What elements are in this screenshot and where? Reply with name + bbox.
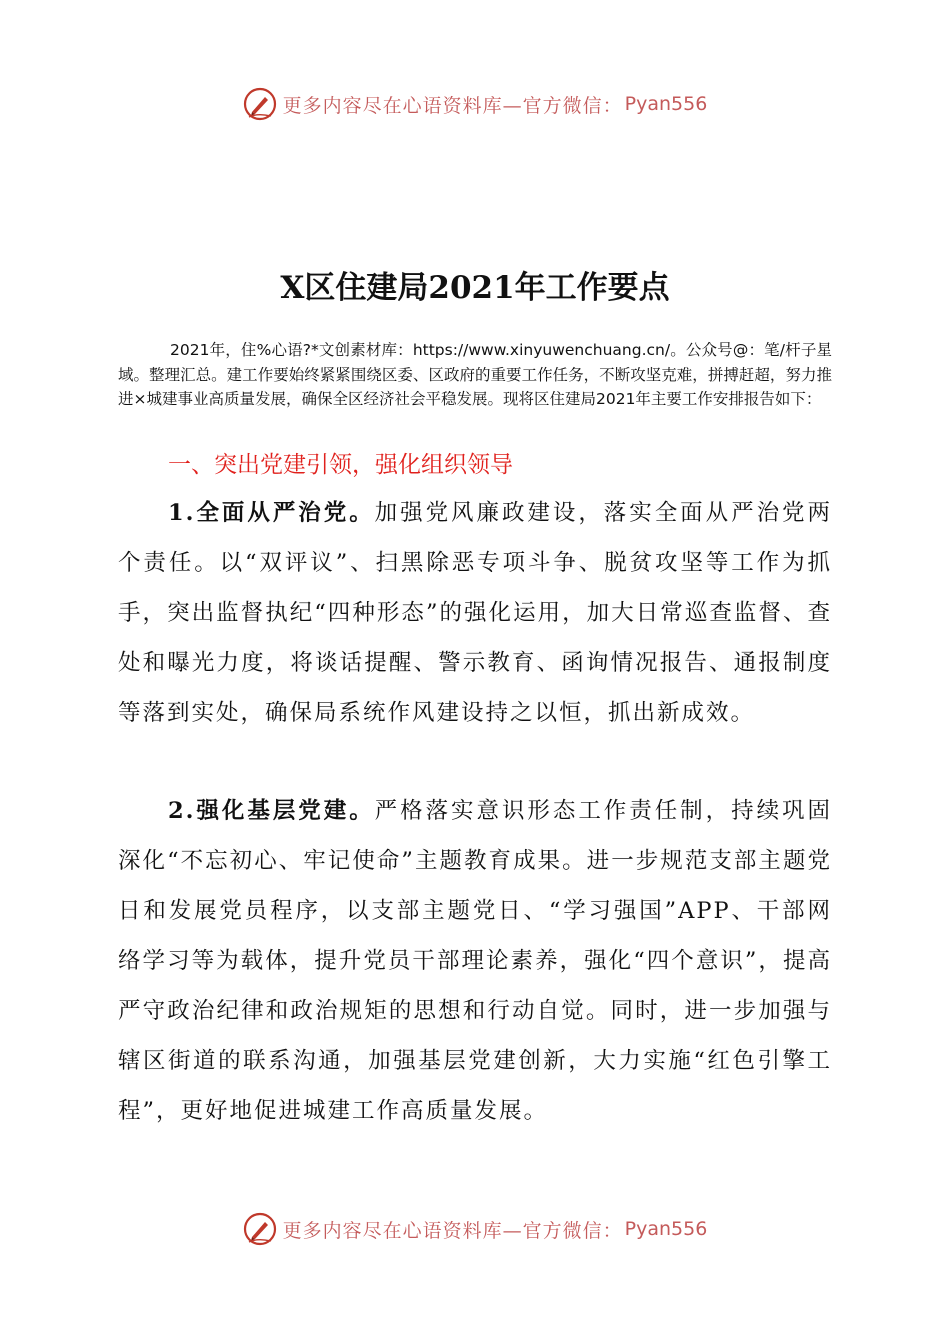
watermark-text: 更多内容尽在心语资料库—官方微信：	[282, 1219, 623, 1242]
watermark-wechat-id: Pyan556	[624, 93, 708, 115]
watermark-wechat-id: Pyan556	[624, 1218, 708, 1240]
pen-logo-icon	[243, 87, 277, 121]
intro-paragraph: 2021年，住%心语?*文创素材库：https://www.xinyuwenchuang.cn/。公众号@：笔/杆子星域。整理汇总。建工作要始终紧紧围绕区委、区政府的重要工作任务，不断攻坚克难，拼搏赶超，努力推进×城建事业高质量发展，确保全区经济社会平稳发展。现将区住建局2021年主要工作安排报告如下：	[118, 341, 832, 408]
section-heading-1: 一、突出党建引领，强化组织领导	[168, 452, 513, 478]
pen-logo-icon	[243, 1212, 277, 1246]
paragraph-1	[118, 488, 832, 738]
watermark-text: 更多内容尽在心语资料库—官方微信：	[282, 94, 623, 117]
document-title: X区住建局2021年工作要点	[280, 270, 670, 306]
paragraph-1-lead: 1.全面从严治党。	[168, 500, 375, 526]
paragraph-2-body: 严格落实意识形态工作责任制，持续巩固深化“不忘初心、牢记使命”主题教育成果。进一步规范支部主题党日和发展党员程序，以支部主题党日、“学习强国”APP、干部网络学习等为载体，提升党员干部理论素养，强化“四个意识”，提高严守政治纪律和政治规矩的思想和行动自觉。同时，进一步加强与辖区街道的联系沟通，加强基层党建创新，大力实施“红色引擎工程”，更好地促进城建工作高质量发展。	[118, 798, 832, 1124]
watermark-banner-top	[0, 84, 950, 124]
paragraph-2	[118, 786, 832, 1136]
paragraph-1-body: 加强党风廉政建设，落实全面从严治党两个责任。以“双评议”、扫黑除恶专项斗争、脱贫攻坚等工作为抓手，突出监督执纪“四种形态”的强化运用，加大日常巡查监督、查处和曝光力度，将谈话提醒、警示教育、函询情况报告、通报制度等落到实处，确保局系统作风建设持之以恒，抓出新成效。	[118, 500, 832, 726]
paragraph-2-lead: 2.强化基层党建。	[168, 798, 375, 824]
watermark-banner-bottom	[0, 1209, 950, 1249]
